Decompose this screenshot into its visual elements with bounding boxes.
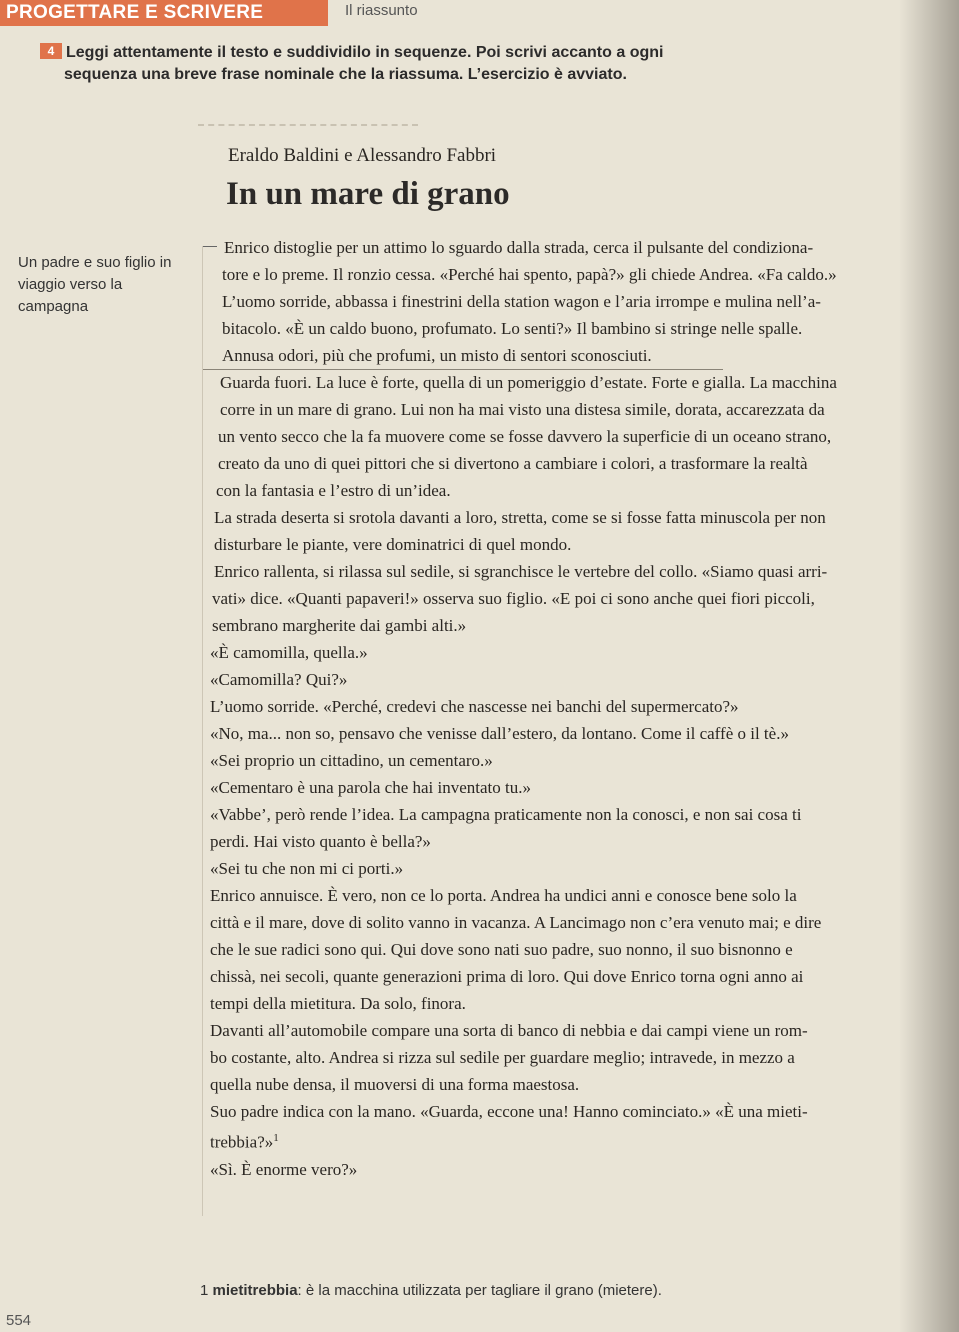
- sequence-label: Un padre e suo figlio in viaggio verso la campagna: [18, 254, 172, 315]
- story-author: Eraldo Baldini e Alessandro Fabbri: [228, 145, 497, 166]
- text-line: «Sì. È enorme vero?»: [210, 1159, 358, 1179]
- footnote: [200, 1282, 662, 1299]
- footnote-term: mietitrebbia: [212, 1282, 298, 1299]
- footnote-definition: : è la macchina utilizzata per tagliare il grano (mietere).: [297, 1282, 662, 1299]
- footnote-number: 1: [200, 1282, 209, 1299]
- exercise-line-2: sequenza una breve frase nominale che la riassuma. L’esercizio è avviato.: [64, 66, 627, 83]
- text-line: Enrico rallenta, si rilassa sul sedile, si sgranchisce le vertebre del collo. «Siamo quasi arri-: [214, 562, 828, 581]
- text-line: L’uomo sorride. «Perché, credevi che nascesse nei banchi del supermercato?»: [210, 697, 739, 716]
- section-subtitle: Il riassunto: [345, 2, 418, 19]
- text-line: tore e lo preme. Il ronzio cessa. «Perché hai spento, papà?» gli chiede Andrea. «Fa caldo.»: [222, 265, 837, 284]
- text-line: città e il mare, dove di solito vanno in vacanza. A Lancimago non c’era venuto mai; e dire: [210, 913, 822, 932]
- text-line: «Vabbe’, però rende l’idea. La campagna praticamente non la conosci, e non sai cosa ti: [210, 805, 802, 824]
- text-line: Enrico annuisce. È vero, non ce lo porta. Andrea ha undici anni e conosce bene solo la: [210, 886, 797, 905]
- text-line: Annusa odori, più che profumi, un misto di sentori sconosciuti.: [222, 346, 652, 365]
- text-line: La strada deserta si srotola davanti a loro, stretta, come se si fosse fatta minuscola per non: [214, 508, 826, 527]
- text-line: «Cementaro è una parola che hai inventato tu.»: [210, 778, 531, 797]
- text-line: bitacolo. «È un caldo buono, profumato. Lo senti?» Il bambino si stringe nelle spalle.: [222, 319, 803, 338]
- margin-line: [202, 246, 203, 1216]
- text-line: creato da uno di quei pittori che si divertono a cambiare i colori, a trasformare la realtà: [218, 454, 808, 473]
- text-line: L’uomo sorride, abbassa i finestrini della station wagon e l’aria irrompe e mulina nell’a-: [222, 292, 821, 311]
- text-line: «Sei proprio un cittadino, un cementaro.»: [210, 751, 493, 770]
- text-line: «Sei tu che non mi ci porti.»: [210, 859, 404, 878]
- text-line: un vento secco che la fa muovere come se fosse davvero la superficie di un oceano strano,: [218, 427, 832, 446]
- text-line: che le sue radici sono qui. Qui dove sono nati suo padre, suo nonno, il suo bisnonno e: [210, 940, 793, 959]
- text-line: corre in un mare di grano. Lui non ha mai visto una distesa simile, dorata, accarezzata da: [220, 400, 825, 419]
- exercise-line-1: Leggi attentamente il testo e suddividilo in sequenze. Poi scrivi accanto a ogni: [66, 44, 664, 61]
- text-line: quella nube densa, il muoversi di una forma maestosa.: [210, 1075, 580, 1094]
- text-line: vati» dice. «Quanti papaveri!» osserva suo figlio. «E poi ci sono anche quei fiori piccoli,: [212, 589, 815, 608]
- text-line: «È camomilla, quella.»: [210, 643, 368, 662]
- exercise-instructions: [40, 42, 920, 86]
- text-line: Enrico distoglie per un attimo lo sguardo dalla strada, cerca il pulsante del condiziona-: [224, 238, 814, 257]
- text-line: «No, ma... non so, pensavo che venisse dall’estero, da lontano. Come il caffè o il tè.»: [210, 724, 789, 743]
- text-line: Guarda fuori. La luce è forte, quella di un pomeriggio d’estate. Forte e gialla. La macchina: [220, 373, 837, 392]
- story-title: In un mare di grano: [226, 176, 510, 212]
- story-text: [210, 234, 958, 1183]
- exercise-number: 4: [40, 43, 62, 59]
- text-line: [210, 1125, 958, 1156]
- footnote-ref: 1: [273, 1132, 279, 1144]
- text-line: sembrano margherite dai gambi alti.»: [212, 616, 467, 635]
- section-tag: PROGETTARE E SCRIVERE: [0, 0, 328, 26]
- text-line: bo costante, alto. Andrea si rizza sul sedile per guardare meglio; intravede, in mezzo a: [210, 1048, 795, 1067]
- page-number: 554: [6, 1312, 32, 1329]
- text-line: Suo padre indica con la mano. «Guarda, eccone una! Hanno cominciato.» «È una mieti-: [210, 1102, 808, 1121]
- text-line: con la fantasia e l’estro di un’idea.: [216, 481, 451, 500]
- text-line: tempi della mietitura. Da solo, finora.: [210, 994, 466, 1013]
- text-line: Davanti all’automobile compare una sorta di banco di nebbia e dai campi viene un rom-: [210, 1021, 808, 1040]
- text-line: chissà, nei secoli, quante generazioni prima di loro. Qui dove Enrico torna ogni anno ai: [210, 967, 804, 986]
- text-line: perdi. Hai visto quanto è bella?»: [210, 832, 431, 851]
- text-line: disturbare le piante, vere dominatrici di quel mondo.: [214, 535, 572, 554]
- decorative-rule: [198, 124, 418, 126]
- text-line: «Camomilla? Qui?»: [210, 670, 348, 689]
- text-line-part: trebbia?»: [210, 1132, 274, 1152]
